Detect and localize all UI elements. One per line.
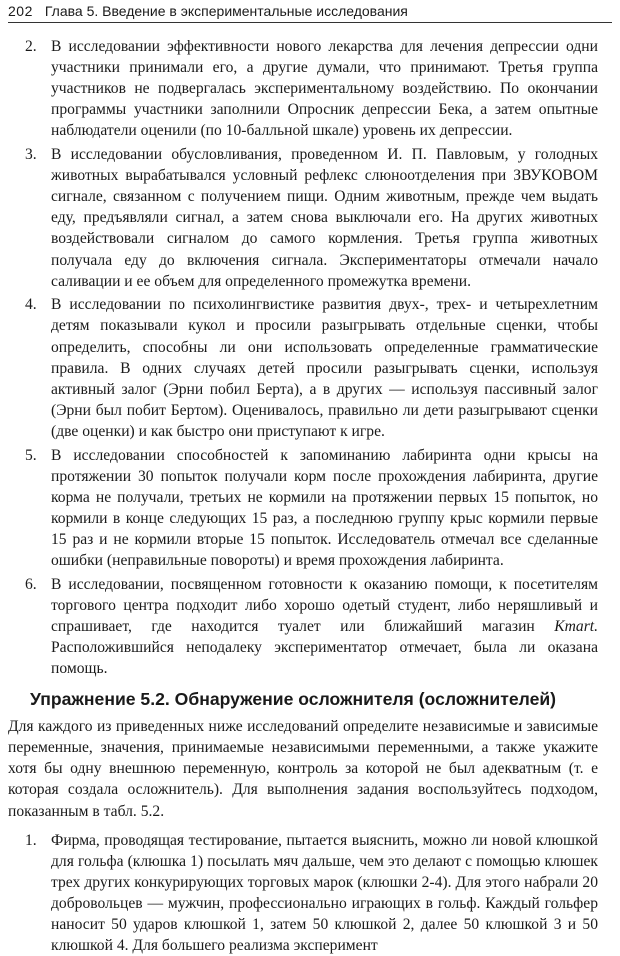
exercise-heading: Упражнение 5.2. Обнаружение осложнителя (осложнителей) — [30, 689, 557, 710]
item-number: 6. — [25, 575, 37, 593]
item-text: Расположившийся неподалеку экспериментатор отмечает, была ли оказана помощь. — [51, 639, 598, 678]
page-number: 202 — [8, 3, 33, 19]
chapter-title: Глава 5. Введение в экспериментальные исследования — [44, 3, 408, 19]
item-number: 5. — [25, 446, 37, 464]
running-header — [8, 0, 612, 23]
item-text-italic: Kmart. — [554, 617, 598, 635]
item-text: В исследовании, посвященном готовности к оказанию помощи, к посетителям торгового центра подходит либо хорошо одетый студент, либо неряшливый и спрашивает, где находится туалет или ближайший магазин — [51, 575, 598, 635]
list-item — [8, 830, 602, 956]
item-number: 3. — [25, 146, 37, 164]
item-number: 4. — [25, 296, 37, 314]
exercise-list — [8, 830, 602, 956]
item-text: Фирма, проводящая тестирование, пытается выяснить, можно ли новой клюшкой для гольфа (клюшка 1) посылать мяч дальше, чем это делают с помощью клюшек трех других конкурирующих торговых марок (клюшки 2-4). Для этого набрали 20 добровольцев — мужчин, профессионально играющих в гольф. Каждый гольфер наносит 50 ударов клюшкой 1, затем 50 клюшкой 2, далее 50 клюшкой 3 и 50 клюшкой 4. Для большего реализма эксперимент — [51, 831, 598, 955]
list-item — [8, 445, 602, 572]
numbered-list — [8, 36, 602, 679]
item-text: В исследовании обусловливания, проведенном И. П. Павловым, у голодных животных вырабатывался условный рефлекс слюноотделения при ЗВУКОВОМ сигнале, связанном с получением пищи. Одним животным, прежде чем выдать еду, предъявляли сигнал, а затем снова выключали его. На других животных воздействовали сигналом до самого кормления. Третья группа животных получала еду до включения сигнала. Экспериментаторы отмечали начало саливации и ее объем для определенного промежутка времени. — [51, 146, 598, 290]
item-text: В исследовании эффективности нового лекарства для лечения депрессии одни участники принимали его, а другие думали, что принимают. Третья группа участников не подвергалась экспериментальному воздействию. По окончании программы участники заполнили Опросник депрессии Бека, а затем опытные наблюдатели оценили (по 10-балльной шкале) уровень их депрессии. — [51, 38, 598, 140]
item-number: 2. — [25, 38, 37, 55]
list-item — [8, 144, 602, 292]
list-item — [8, 574, 602, 679]
item-text: В исследовании по психолингвистике развития двух-, трех- и четырехлетним детям показывали кукол и просили разыгрывать отдельные сценки, чтобы определить, способны ли они использовать определенные грамматические правила. В одних случаях детей просили разыгрывать сценки, используя активный залог (Эрни побил Берта), а в других — используя пассивный залог (Эрни был побит Бертом). Оценивалось, правильно ли дети разыгрывают сценки (две оценки) и как быстро они приступают к игре. — [51, 296, 598, 440]
list-item — [8, 36, 602, 141]
list-item — [8, 294, 602, 442]
exercise-intro: Для каждого из приведенных ниже исследований определите независимые и зависимые переменные, значения, принимаемые независимыми переменными, а также укажите хотя бы одну внешнюю переменную, контроль за которой не был адекватным (т. е которая создала осложнитель). Для выполнения задания воспользуйтесь подходом, показанным в табл. 5.2. — [8, 718, 598, 820]
item-text: В исследовании способностей к запоминанию лабиринта одни крысы на протяжении 30 попыток получали корм после прохождения лабиринта, другие корма не получали, третьих не кормили на протяжении первых 15 попыток, но кормили в конце следующих 15 раз, а последнюю группу крыс кормили первые 15 раз и не кормили вторые 15 попыток. Исследователь отмечал все сделанные ошибки (неправильные повороты) и время прохождения лабиринта. — [51, 446, 598, 570]
item-number: 1. — [25, 831, 37, 849]
